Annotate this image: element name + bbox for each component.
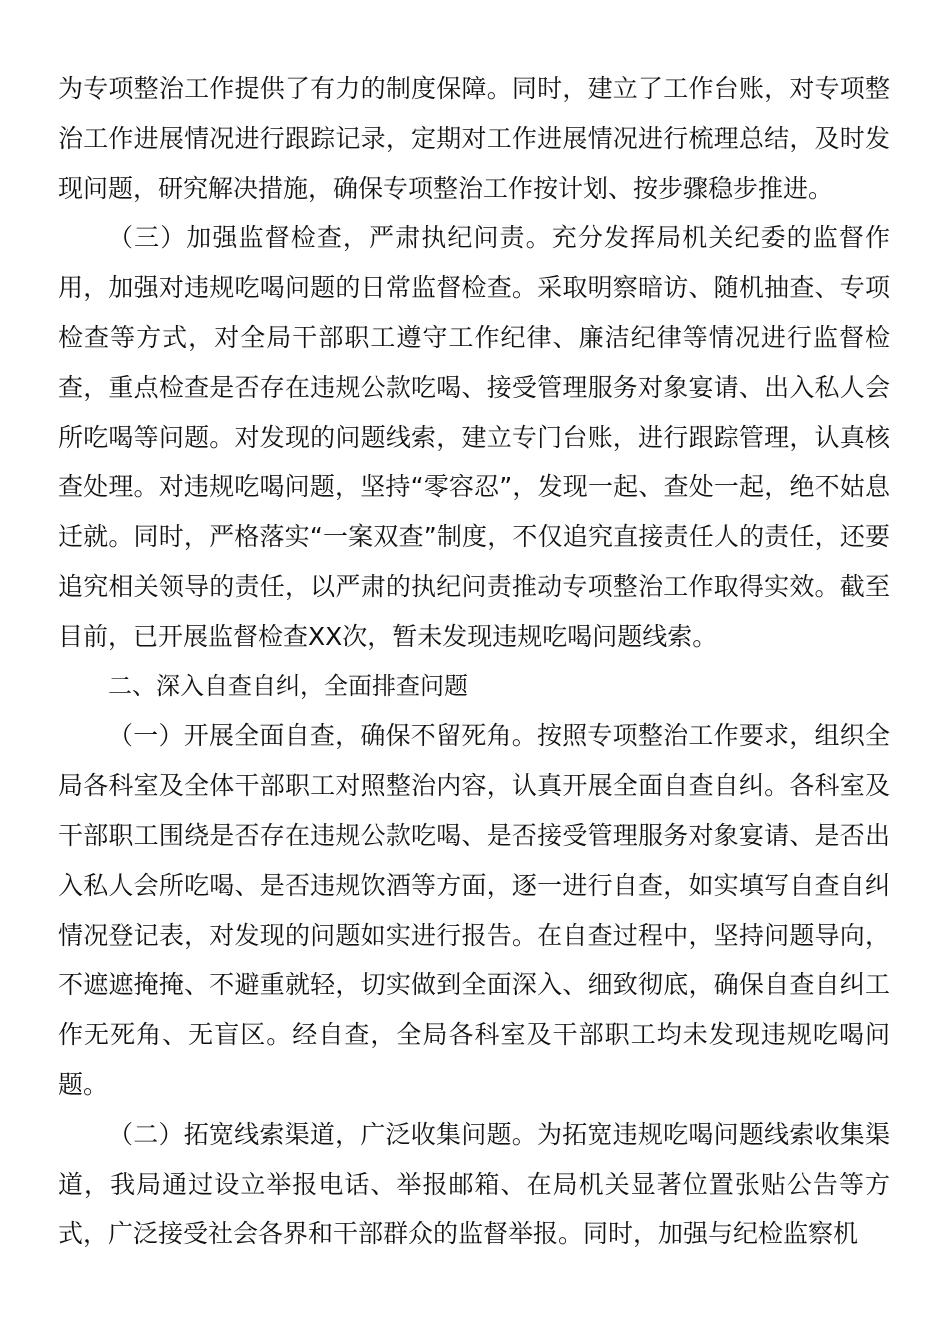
paragraph-continuation: 为专项整治工作提供了有力的制度保障。同时，建立了工作台账，对专项整治工作进展情况进行跟踪记录，定期对工作进展情况进行梳理总结，及时发现问题，研究解决措施，确保专项整治工作按计划、按步骤稳步推进。: [58, 74, 890, 203]
paragraph-clue-channels: （二）拓宽线索渠道，广泛收集问题。为拓宽违规吃喝问题线索收集渠道，我局通过设立举报电话、举报邮箱、在局机关显著位置张贴公告等方式，广泛接受社会各界和干部群众的监督举报。同时，加强与纪检监察机: [58, 1119, 890, 1249]
paragraph-supervision-inspection: （三）加强监督检查，严肃执纪问责。充分发挥局机关纪委的监督作用，加强对违规吃喝问题的日常监督检查。采取明察暗访、随机抽查、专项检查等方式，对全局干部职工遵守工作纪律、廉洁纪律等情况进行监督检查，重点检查是否存在违规公款吃喝、接受管理服务对象宴请、出入私人会所吃喝等问题。对发现的问题线索，建立专门台账，进行跟踪管理，认真核查处理。对违规吃喝问题，坚持“零容忍”，发现一起、查处一起，绝不姑息迁就。同时，严格落实“一案双查”制度，不仅追究直接责任人的责任，还要追究相关领导的责任，以严肃的执纪问责推动专项整治工作取得实效。截至目前，已开展监督检查XX次，暂未发现违规吃喝问题线索。: [58, 223, 890, 651]
paragraph-comprehensive-self-check: （一）开展全面自查，确保不留死角。按照专项整治工作要求，组织全局各科室及全体干部职工对照整治内容，认真开展全面自查自纠。各科室及干部职工围绕是否存在违规公款吃喝、是否接受管理服务对象宴请、是否出入私人会所吃喝、是否违规饮酒等方面，逐一进行自查，如实填写自查自纠情况登记表，对发现的问题如实进行报告。在自查过程中，坚持问题导向，不遮遮掩掩、不避重就轻，切实做到全面深入、细致彻底，确保自查自纠工作无死角、无盲区。经自查，全局各科室及干部职工均未发现违规吃喝问题。: [58, 721, 890, 1099]
section-heading-self-check: 二、深入自查自纠，全面排查问题: [108, 671, 468, 700]
document-page: [58, 64, 890, 1259]
